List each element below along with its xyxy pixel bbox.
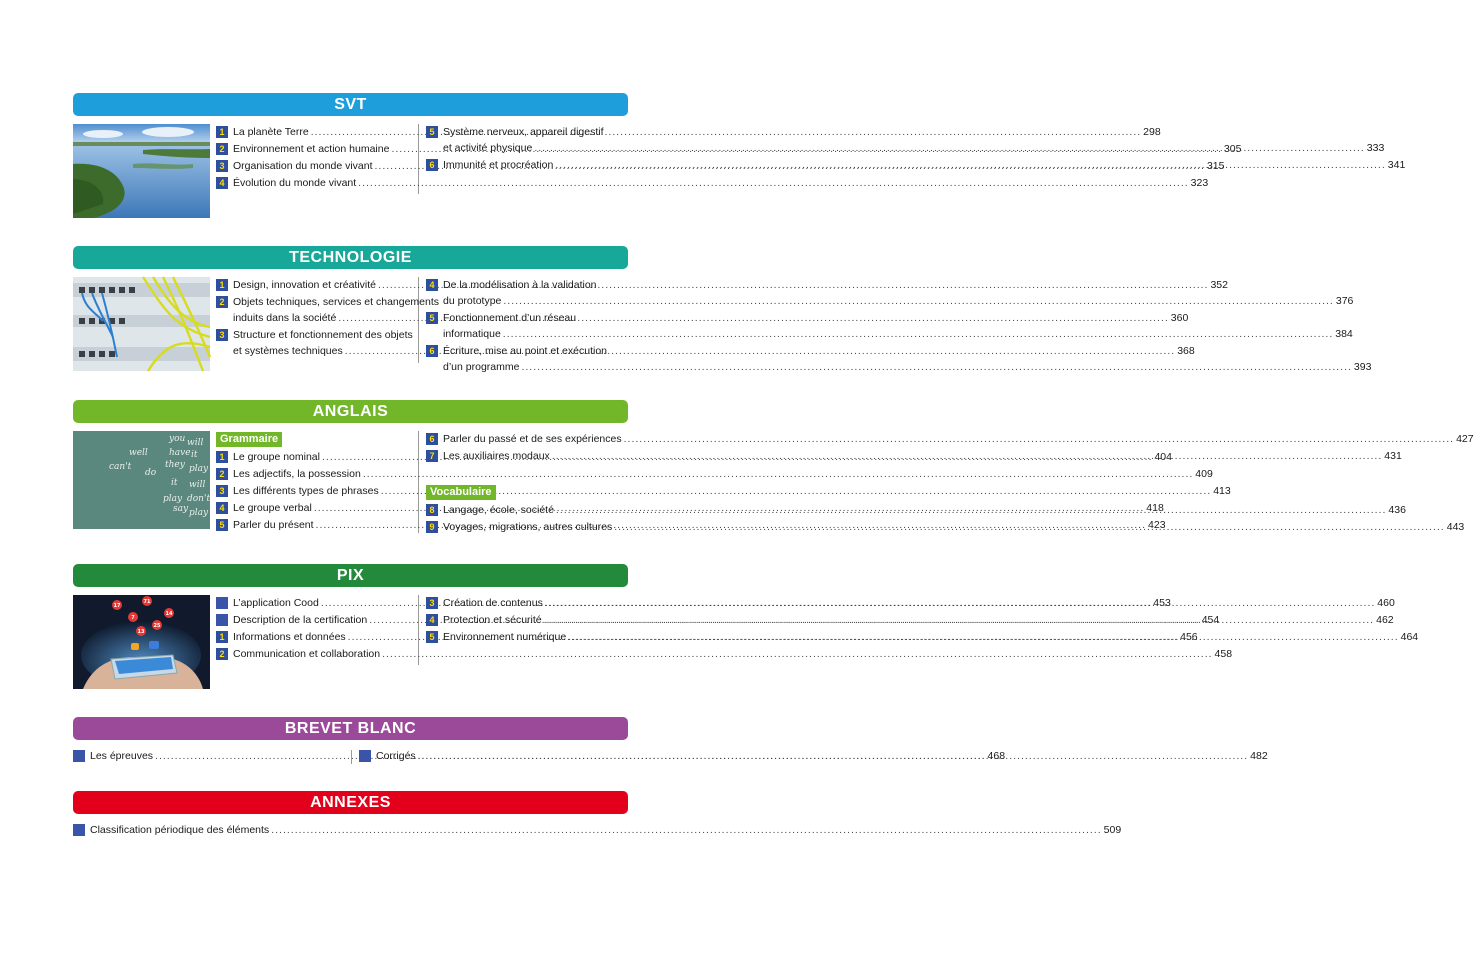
chapter-title-cont: et systèmes techniques: [233, 345, 343, 357]
chapter-title: Structure et fonctionnement des objets: [233, 329, 413, 341]
chapter-title-cont: du prototype: [443, 295, 502, 307]
page-number: 482: [1250, 750, 1268, 762]
page-number: 360: [1170, 312, 1189, 324]
chalk-word: play: [189, 464, 209, 474]
pix-photo: [73, 595, 210, 689]
page-number: 393: [1353, 361, 1372, 373]
section-annexes: [73, 791, 1122, 842]
page-number: 305: [1223, 143, 1242, 155]
chapter-title: Corrigés: [376, 750, 416, 762]
chapter-title: De la modélisation à la validation: [443, 279, 597, 291]
section-technologie: [73, 246, 1372, 377]
chapter-number: 4: [426, 279, 438, 291]
chapter-number: 5: [426, 631, 438, 643]
chapter-number: 4: [426, 614, 438, 626]
annexes-list: [73, 822, 1122, 839]
page-number: 368: [1177, 345, 1195, 357]
chapter-title: Environnement et action humaine: [233, 143, 390, 155]
page-number: 376: [1335, 295, 1354, 307]
chapter-number: 3: [216, 485, 228, 497]
section-title-svt: SVT: [73, 93, 628, 116]
chapter-number: 2: [216, 143, 228, 155]
chapter-title: Écriture, mise au point et exécution: [443, 345, 608, 357]
chapter-title: Voyages, migrations, autres cultures: [443, 521, 613, 533]
page-number: 413: [1213, 485, 1231, 497]
chalk-word: you: [169, 434, 186, 444]
chapter-title: Immunité et procréation: [443, 159, 554, 171]
chapter-title: Le groupe nominal: [233, 451, 320, 463]
section-title-pix: PIX: [73, 564, 628, 587]
section-anglais: [73, 400, 1474, 535]
chapter-title: Création de contenus: [443, 597, 543, 609]
chapter-title: La planète Terre: [233, 126, 309, 138]
toc-entry[interactable]: [216, 175, 1209, 191]
chapter-number: 4: [216, 177, 228, 189]
chapter-number: 7: [426, 450, 438, 462]
chalk-word: well: [129, 448, 148, 458]
section-title-technologie: TECHNOLOGIE: [73, 246, 628, 269]
chapter-title: Informations et données: [233, 631, 346, 643]
chapter-title: Objets techniques, services et changements: [233, 296, 440, 308]
notification-badge: 7: [131, 615, 135, 621]
bullet-square: [73, 750, 85, 762]
anglais-photo: [73, 431, 210, 529]
chalk-word: they: [165, 460, 185, 470]
section-pix: [73, 564, 1419, 691]
chapter-title: Description de la certification: [233, 614, 368, 626]
chapter-title: Les épreuves: [90, 750, 154, 762]
chalk-word: don't: [187, 494, 211, 504]
page-number: 298: [1143, 126, 1161, 138]
page-number: 352: [1210, 279, 1228, 291]
notification-badge: 14: [165, 611, 173, 617]
section-title-brevet-blanc: BREVET BLANC: [73, 717, 628, 740]
chalk-word: say: [173, 504, 189, 514]
chalk-word: will: [187, 438, 204, 448]
chapter-title: Environnement numérique: [443, 631, 567, 643]
chapter-title: Design, innovation et créativité: [233, 279, 376, 291]
page-number: 431: [1384, 450, 1402, 462]
grammaire-label: Grammaire: [216, 432, 282, 447]
chalk-word: it: [191, 450, 198, 460]
vocabulaire-label: Vocabulaire: [426, 485, 496, 500]
page-number: 404: [1154, 451, 1172, 463]
page-number: 454: [1201, 614, 1220, 626]
chapter-title: Les auxiliaires modaux: [443, 450, 550, 462]
bullet-square: [216, 597, 228, 609]
chapter-title-cont: et activité physique: [443, 142, 533, 154]
toc-entry[interactable]: [216, 466, 1213, 482]
chapter-title: Langage, école, société: [443, 504, 554, 516]
chapter-title-cont: informatique: [443, 328, 501, 340]
technologie-photo: [73, 277, 210, 371]
chalk-word: do: [145, 468, 157, 478]
chapter-title-cont: d’un programme: [443, 361, 520, 373]
page-number: 436: [1388, 504, 1406, 516]
notification-badge: 71: [143, 599, 151, 605]
chapter-number: 6: [426, 345, 438, 357]
chapter-title: Protection et sécurité: [443, 614, 542, 626]
chalk-word: have: [169, 448, 191, 458]
notification-badge: 13: [137, 629, 145, 635]
page-number: 458: [1214, 648, 1233, 660]
toc-entry[interactable]: [426, 431, 1474, 447]
chapter-number: 5: [426, 126, 438, 138]
chalk-word: play: [189, 508, 209, 518]
page-number: 468: [987, 750, 1006, 762]
chalk-word: play: [163, 494, 183, 504]
chapter-number: 6: [426, 159, 438, 171]
chapter-title: Les différents types de phrases: [233, 485, 379, 497]
page-number: 423: [1148, 519, 1166, 531]
chapter-number: 2: [216, 296, 228, 308]
chapter-number: 5: [216, 519, 228, 531]
chapter-title: Système nerveux, appareil digestif: [443, 126, 604, 138]
page-number: 333: [1366, 142, 1385, 154]
section-title-anglais: ANGLAIS: [73, 400, 628, 423]
chapter-number: 5: [426, 312, 438, 324]
chalk-word: it: [171, 478, 178, 488]
chapter-title: Communication et collaboration: [233, 648, 381, 660]
bullet-square: [359, 750, 371, 762]
chapter-number: 6: [426, 433, 438, 445]
bullet-square: [216, 614, 228, 626]
chapter-number: 1: [216, 126, 228, 138]
page-number: 509: [1103, 824, 1122, 836]
chapter-title-cont: induits dans la société: [233, 312, 337, 324]
page-number: 418: [1146, 502, 1164, 514]
page-number: 456: [1180, 631, 1198, 643]
chapter-title: L’application Cood: [233, 597, 319, 609]
page-number: 315: [1206, 160, 1225, 172]
chapter-title: Parler du présent: [233, 519, 314, 531]
page-number: 409: [1195, 468, 1213, 480]
section-title-annexes: ANNEXES: [73, 791, 628, 814]
page-number: 323: [1190, 177, 1209, 189]
page-number: 341: [1387, 159, 1406, 171]
chapter-title: Classification périodique des éléments: [90, 824, 270, 836]
toc-entry[interactable]: [216, 646, 1233, 662]
section-brevet-blanc: [73, 717, 1268, 768]
svt-photo: [73, 124, 210, 218]
page-number: 460: [1377, 597, 1395, 609]
chapter-number: 8: [426, 504, 438, 516]
chalk-word: can't: [109, 462, 132, 472]
page-number: 453: [1153, 597, 1171, 609]
chapter-number: 1: [216, 451, 228, 463]
chapter-title: Organisation du monde vivant: [233, 160, 373, 172]
chapter-number: 3: [426, 597, 438, 609]
chalk-word: will: [189, 480, 206, 490]
page-number: 462: [1376, 614, 1394, 626]
chapter-number: 2: [216, 468, 228, 480]
page-number: 427: [1456, 433, 1474, 445]
chapter-title: Les adjectifs, la possession: [233, 468, 361, 480]
page-number: 384: [1335, 328, 1353, 340]
chapter-number: 4: [216, 502, 228, 514]
toc-entry[interactable]: [73, 822, 1122, 838]
page-number: 464: [1400, 631, 1419, 643]
chapter-number: 3: [216, 160, 228, 172]
page-number: 443: [1446, 521, 1465, 533]
notification-badge: 17: [113, 603, 121, 609]
chapter-title: Évolution du monde vivant: [233, 177, 357, 189]
chapter-number: 3: [216, 329, 228, 341]
chapter-title: Parler du passé et de ses expériences: [443, 433, 622, 445]
chapter-number: 1: [216, 631, 228, 643]
chapter-title: Le groupe verbal: [233, 502, 312, 514]
bullet-square: [73, 824, 85, 836]
section-svt: [73, 93, 1406, 226]
chapter-number: 1: [216, 279, 228, 291]
chapter-number: 2: [216, 648, 228, 660]
notification-badge: 25: [153, 623, 161, 629]
chapter-title: Fonctionnement d’un réseau: [443, 312, 577, 324]
chapter-number: 9: [426, 521, 438, 533]
